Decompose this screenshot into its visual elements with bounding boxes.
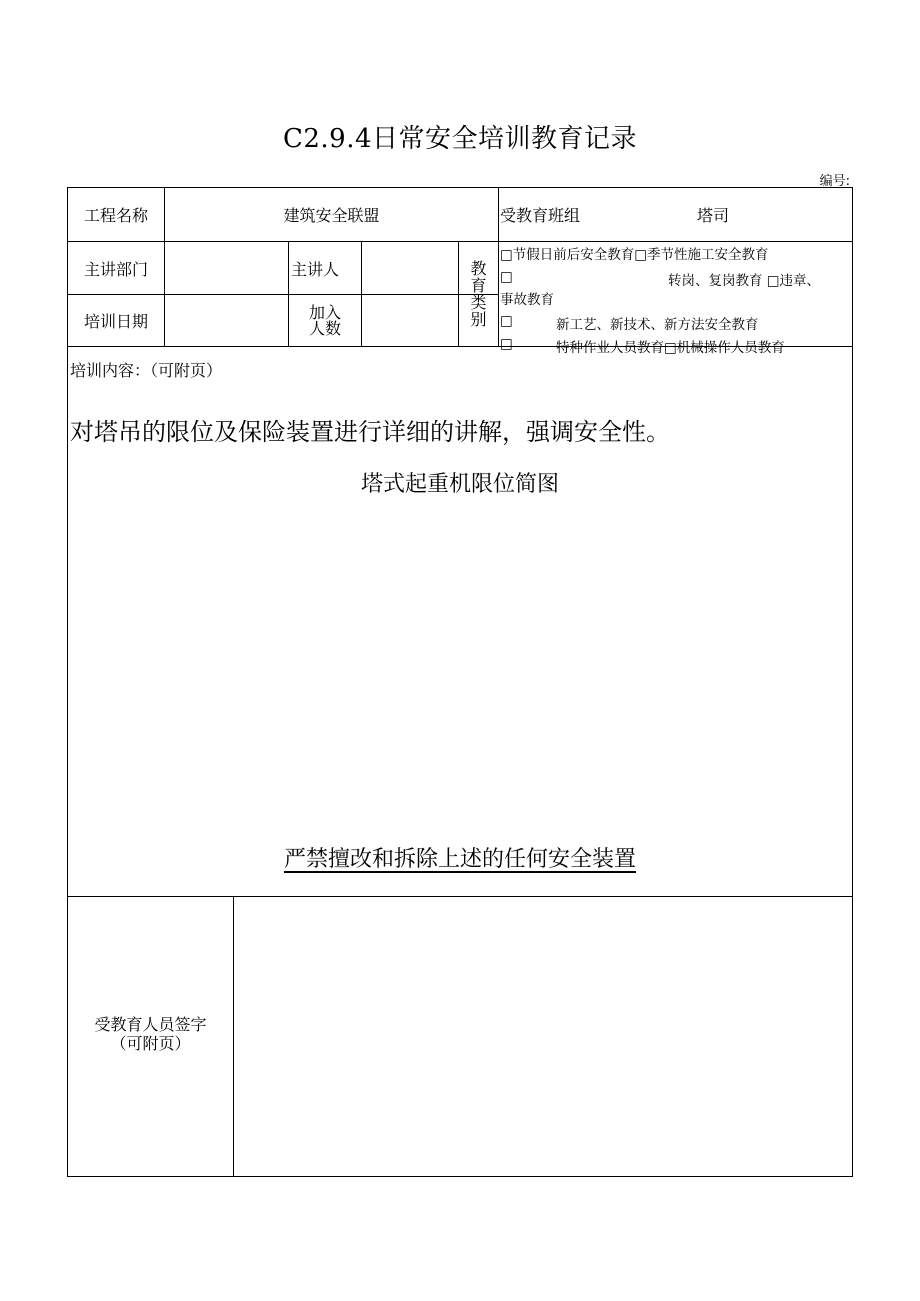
signature-label-line-1: 受教育人员签字	[94, 1015, 207, 1034]
project-name-label: 工程名称	[83, 206, 148, 225]
page-title: C2.9.4日常安全培训教育记录	[282, 124, 638, 154]
category-label-char-1: 教	[470, 259, 487, 278]
team-label: 受教育班组	[500, 206, 581, 225]
category-line-1: □节假日前后安全教育□季节性施工安全教育	[500, 247, 769, 263]
attendees-label-line-1: 加入	[308, 302, 341, 322]
safety-warning-text: 严禁擅改和拆除上述的任何安全装置	[283, 847, 636, 872]
serial-number-label: 编号:	[819, 174, 850, 189]
category-label-char-3: 类	[470, 293, 487, 312]
category-label-char-4: 别	[470, 310, 487, 329]
project-name-value: 建筑安全联盟	[283, 206, 380, 225]
category-options	[498, 242, 852, 356]
attendees-value	[362, 295, 458, 346]
training-content-label: 培训内容：（可附页）	[70, 361, 223, 380]
category-line-2-text: 转岗、复岗教育 □违章、	[668, 273, 821, 289]
signature-area[interactable]	[234, 897, 852, 1176]
category-line-5-box: □	[500, 336, 513, 352]
signature-label-line-2: （可附页）	[110, 1034, 191, 1053]
category-line-2-box: □	[500, 269, 513, 285]
category-line-4-box: □	[500, 313, 513, 329]
diagram-title: 塔式起重机限位简图	[360, 472, 559, 497]
category-line-3: 事故教育	[500, 292, 554, 308]
category-label-char-2: 育	[470, 276, 487, 295]
dept-value	[165, 242, 288, 294]
attendees-label	[289, 295, 361, 346]
attendees-label-line-2: 人数	[308, 318, 341, 338]
category-line-5-text: 特种作业人员教育□机械操作人员教育	[556, 340, 785, 356]
speaker-value	[362, 242, 458, 294]
category-label	[459, 242, 498, 346]
dept-label: 主讲部门	[83, 259, 148, 279]
date-value	[165, 295, 288, 346]
signature-label	[68, 1015, 233, 1053]
speaker-label: 主讲人	[291, 259, 340, 279]
date-label: 培训日期	[83, 312, 148, 331]
team-value: 塔司	[697, 206, 730, 225]
category-line-4-text: 新工艺、新技术、新方法安全教育	[556, 317, 759, 333]
safety-warning	[68, 842, 852, 873]
training-content-text: 对塔吊的限位及保险装置进行详细的讲解，强调安全性。	[70, 418, 670, 446]
